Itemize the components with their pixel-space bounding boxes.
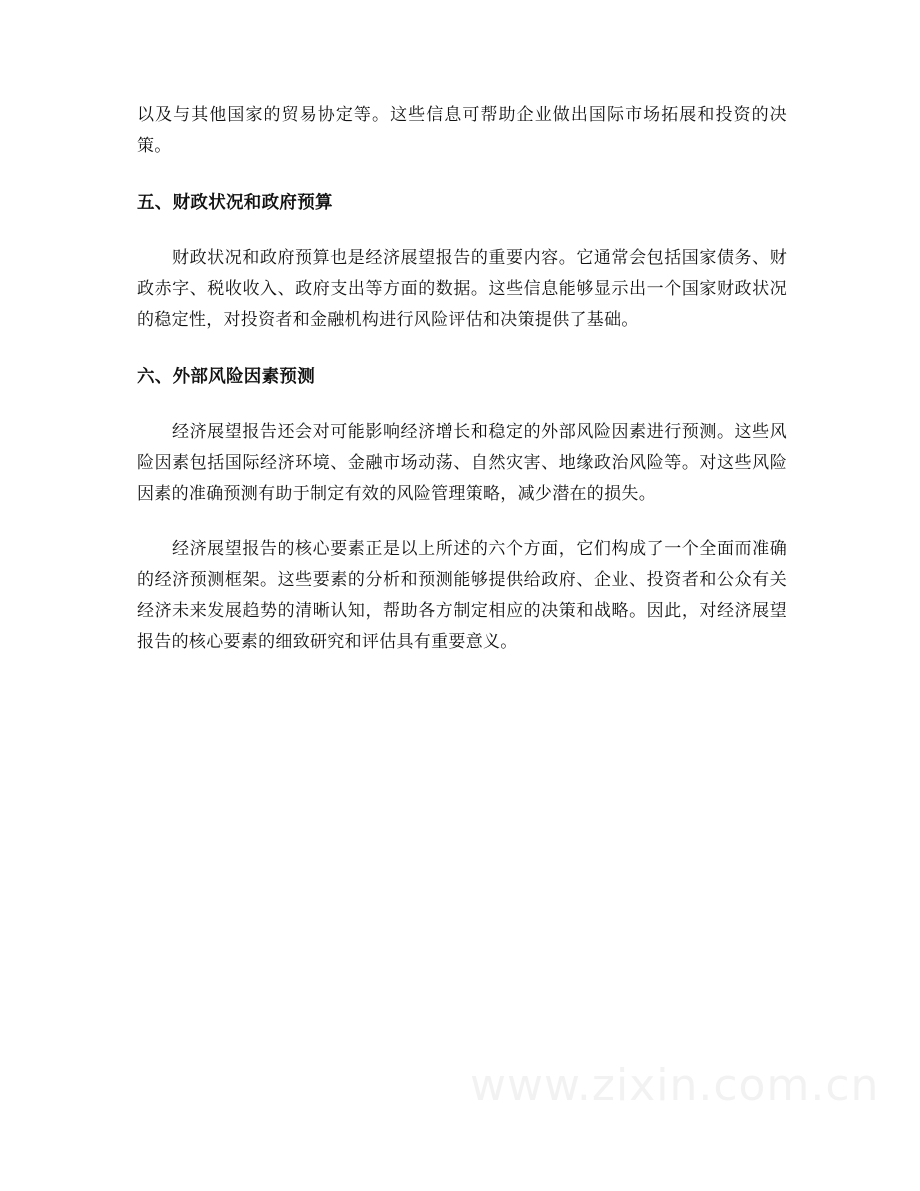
section-heading-fiscal: 五、财政状况和政府预算 (137, 193, 333, 213)
section-paragraph-external-risk: 经济展望报告还会对可能影响经济增长和稳定的外部风险因素进行预测。这些风险因素包括国际经济环境、金融市场动荡、自然灾害、地缘政治风险等。对这些风险因素的准确预测有助于制定有效的风险管理策略，减少潜在的损失。 (137, 422, 787, 504)
watermark: www.zixin.com.cn (470, 1060, 880, 1111)
section-paragraph-fiscal: 财政状况和政府预算也是经济展望报告的重要内容。它通常会包括国家债务、财政赤字、税收收入、政府支出等方面的数据。这些信息能够显示出一个国家财政状况的稳定性，对投资者和金融机构进行风险评估和决策提供了基础。 (137, 248, 787, 330)
document-page (137, 100, 787, 658)
conclusion-paragraph: 经济展望报告的核心要素正是以上所述的六个方面，它们构成了一个全面而准确的经济预测框架。这些要素的分析和预测能够提供给政府、企业、投资者和公众有关经济未来发展趋势的清晰认知，帮助各方制定相应的决策和战略。因此，对经济展望报告的核心要素的细致研究和评估具有重要意义。 (137, 539, 787, 652)
section-heading-external-risk: 六、外部风险因素预测 (137, 367, 315, 387)
intro-paragraph: 以及与其他国家的贸易协定等。这些信息可帮助企业做出国际市场拓展和投资的决策。 (137, 105, 787, 156)
